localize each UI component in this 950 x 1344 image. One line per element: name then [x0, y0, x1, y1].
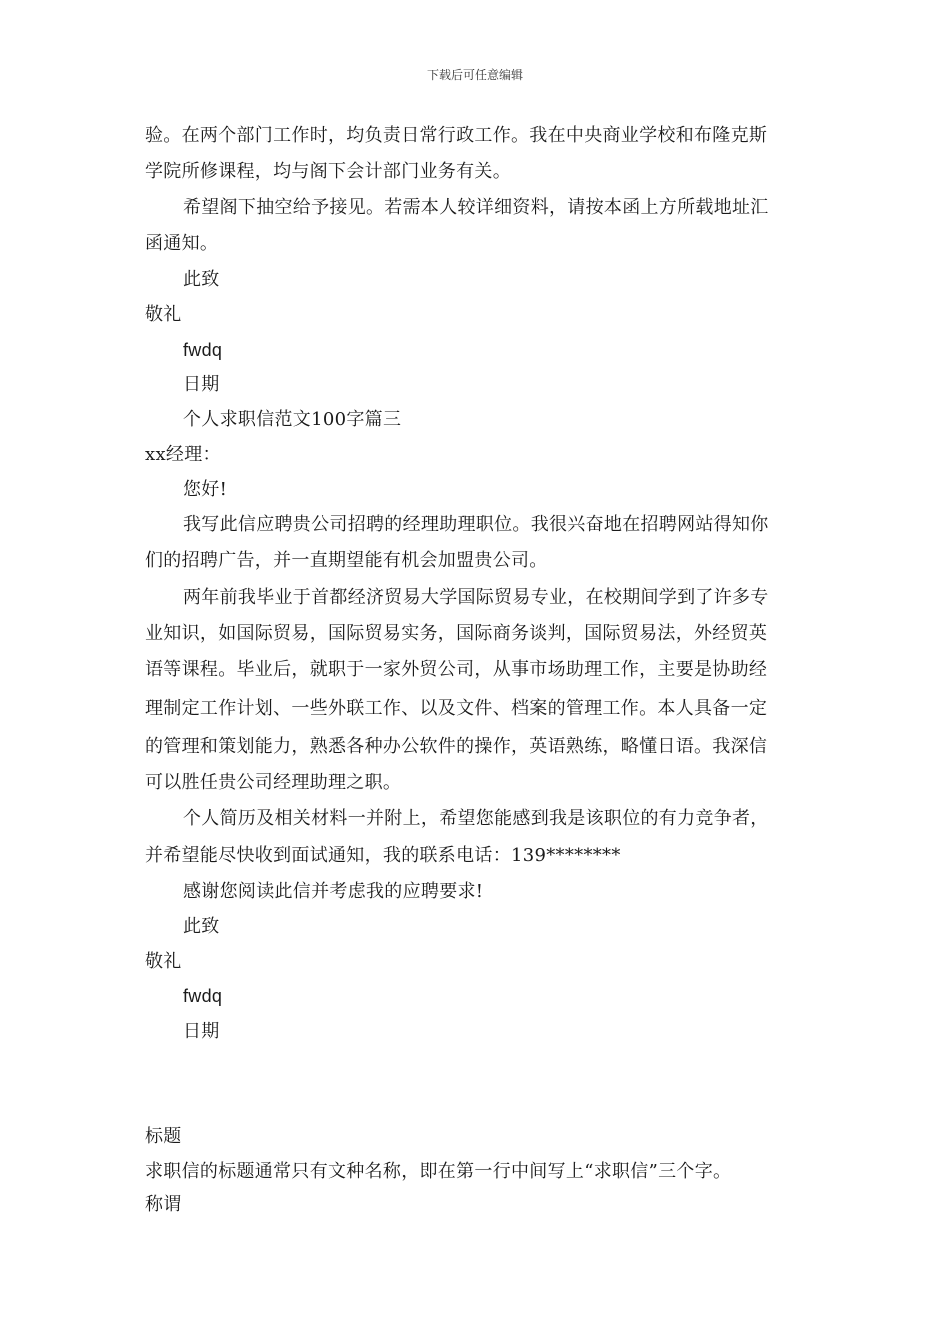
paragraph-line: 的管理和策划能力，熟悉各种办公软件的操作，英语熟练，略懂日语。我深信 — [145, 736, 768, 757]
greeting-line: 您好! — [183, 479, 228, 500]
paragraph-line: 们的招聘广告，并一直期望能有机会加盟贵公司。 — [145, 550, 548, 571]
signature: fwdq — [183, 986, 223, 1006]
paragraph-line: 并希望能尽快收到面试通知，我的联系电话：139******** — [145, 845, 621, 866]
page-header: 下载后可任意编辑 — [426, 68, 523, 82]
paragraph-line: 验。在两个部门工作时，均负责日常行政工作。我在中央商业学校和布隆克斯 — [145, 125, 768, 146]
paragraph-line: 感谢您阅读此信并考虑我的应聘要求! — [183, 881, 484, 902]
paragraph-line: 个人简历及相关材料一并附上，希望您能感到我是该职位的有力竞争者， — [183, 808, 769, 829]
paragraph-line: 可以胜任贵公司经理助理之职。 — [145, 772, 402, 793]
section-heading: 称谓 — [145, 1194, 182, 1215]
closing-regards: 敬礼 — [145, 304, 182, 325]
date-line: 日期 — [183, 1021, 220, 1042]
paragraph-line: 求职信的标题通常只有文种名称，即在第一行中间写上“求职信”三个字。 — [145, 1161, 732, 1182]
closing-salutation: 此致 — [183, 269, 220, 290]
paragraph-line: 希望阁下抽空给予接见。若需本人较详细资料，请按本函上方所载地址汇 — [183, 197, 769, 218]
paragraph-line: 学院所修课程，均与阁下会计部门业务有关。 — [145, 161, 511, 182]
closing-salutation: 此致 — [183, 916, 220, 937]
paragraph-line: 两年前我毕业于首都经济贸易大学国际贸易专业，在校期间学到了许多专 — [183, 587, 769, 608]
paragraph-line: 业知识，如国际贸易，国际贸易实务，国际商务谈判，国际贸易法，外经贸英 — [145, 623, 768, 644]
paragraph-line: 语等课程。毕业后，就职于一家外贸公司，从事市场助理工作，主要是协助经 — [145, 659, 768, 680]
paragraph-line: 理制定工作计划、一些外联工作、以及文件、档案的管理工作。本人具备一定 — [145, 698, 768, 719]
paragraph-line: 我写此信应聘贵公司招聘的经理助理职位。我很兴奋地在招聘网站得知你 — [183, 514, 769, 535]
section-heading: 个人求职信范文100字篇三 — [183, 409, 402, 430]
section-heading: 标题 — [145, 1126, 182, 1147]
signature: fwdq — [183, 340, 223, 360]
recipient-line: xx经理： — [145, 444, 221, 465]
date-line: 日期 — [183, 374, 220, 395]
paragraph-line: 函通知。 — [145, 233, 219, 254]
closing-regards: 敬礼 — [145, 951, 182, 972]
